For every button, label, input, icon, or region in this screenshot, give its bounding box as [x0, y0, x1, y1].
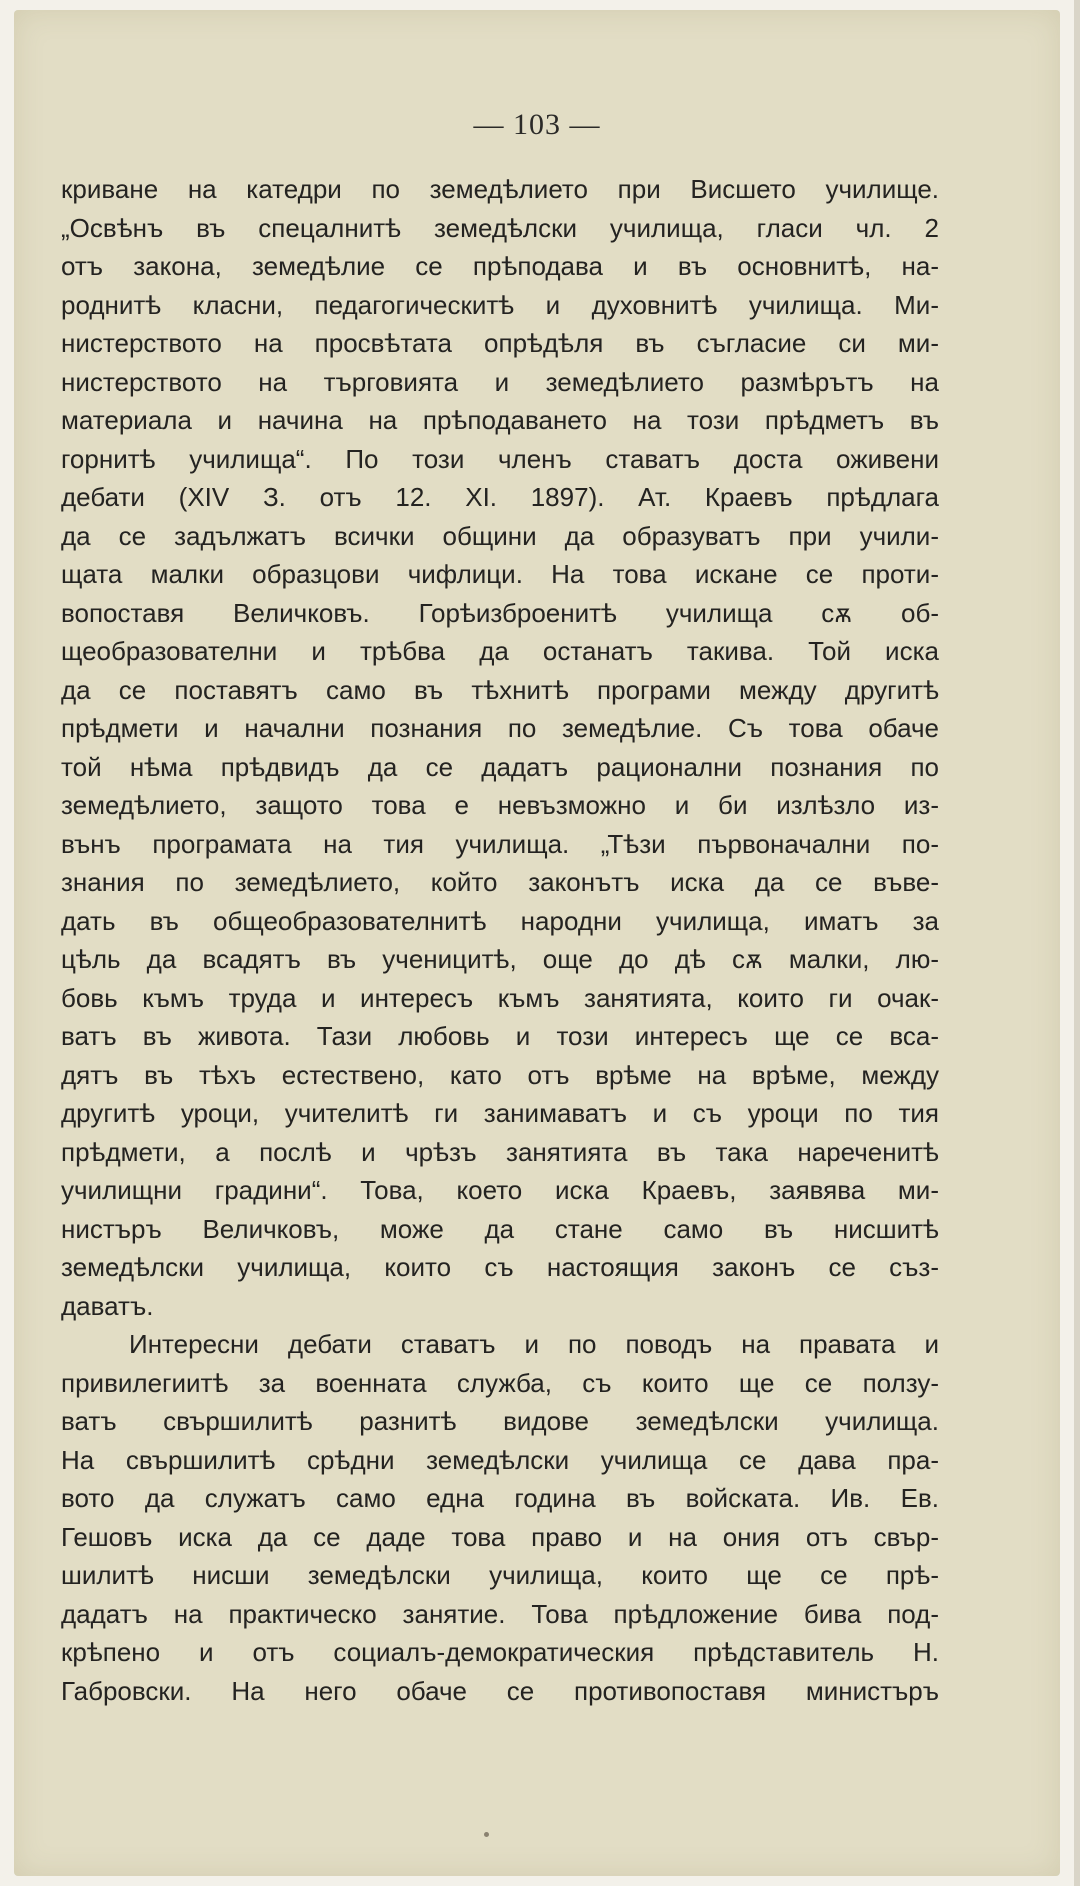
scan-edge [1074, 0, 1080, 1886]
text-line: ватъ свършилитѣ разнитѣ видове земедѣлски училища. [61, 1406, 939, 1436]
text-line: Интересни дебати ставатъ и по поводъ на правата и [129, 1329, 939, 1359]
text-line: Гешовъ иска да се даде това право и на ония отъ свър- [61, 1521, 939, 1552]
text-line: вънъ програмата на тия училища. „Тѣзи първоначални по- [61, 828, 939, 859]
text-line: да се поставятъ само въ тѣхнитѣ програми между другитѣ [61, 674, 939, 705]
text-line: дадатъ на практическо занятие. Това прѣдложение бива под- [61, 1598, 939, 1629]
text-line: даватъ. [61, 1290, 154, 1321]
text-line: той нѣма прѣдвидъ да се дадатъ рационални познания по [61, 751, 939, 782]
text-line: дебати (XIV З. отъ 12. XI. 1897). Ат. Краевъ прѣдлага [61, 482, 939, 512]
text-line: шилитѣ нисши земедѣлски училища, които ще се прѣ- [61, 1560, 939, 1590]
paragraph-2 [61, 1325, 939, 1710]
text-line: дятъ въ тѣхъ естествено, като отъ врѣме на врѣме, между [61, 1059, 939, 1090]
paragraph-1 [61, 170, 939, 1325]
ink-speck [484, 1832, 489, 1837]
text-line: горнитѣ училища“. По този членъ ставатъ доста оживени [61, 443, 939, 474]
text-line: отъ закона, земедѣлие се прѣподава и въ основнитѣ, на- [61, 251, 939, 281]
text-line: училищни градини“. Това, което иска Краевъ, заявява ми- [61, 1175, 939, 1205]
text-line: щеобразователни и трѣбва да останатъ такива. Той иска [61, 636, 939, 666]
text-line: вото да служатъ само една година въ войската. Ив. Ев. [61, 1483, 939, 1513]
text-line: щата малки образцови чифлици. На това искане се проти- [61, 559, 939, 589]
text-line: прѣдмети, а послѣ и чрѣзъ занятията въ така нареченитѣ [61, 1136, 939, 1167]
text-line: вопоставя Величковъ. Горѣизброенитѣ училища сѫ об- [61, 597, 939, 628]
text-line: цѣль да всадятъ въ ученицитѣ, още до дѣ сѫ малки, лю- [61, 944, 939, 974]
text-line: другитѣ уроци, учителитѣ ги занимаватъ и съ уроци по тия [61, 1098, 939, 1128]
page-number: — 103 — [473, 108, 601, 141]
text-line: знания по земедѣлието, който законътъ иска да се въве- [61, 867, 939, 897]
text-line: бовь къмъ труда и интересъ къмъ занятията, които ги очак- [61, 982, 939, 1013]
text-line: крѣпено и отъ социалъ-демократическия прѣдставитель Н. [61, 1637, 939, 1667]
text-line: земедѣлието, защото това е невъзможно и би излѣзло из- [61, 790, 939, 820]
text-line: На свършилитѣ срѣдни земедѣлски училища се дава пра- [61, 1444, 939, 1475]
text-line: дать въ общеобразователнитѣ народни училища, иматъ за [61, 905, 939, 936]
text-line: роднитѣ класни, педагогическитѣ и духовнитѣ училища. Ми- [61, 289, 939, 320]
page-body-text [61, 170, 939, 1710]
text-line: нистерството на просвѣтата опрѣдѣля въ съгласие си ми- [61, 328, 939, 358]
text-line: прѣдмети и начални познания по земедѣлие. Съ това обаче [61, 713, 939, 743]
text-line: привилегиитѣ за военната служба, съ които ще се ползу- [61, 1367, 939, 1398]
text-line: „Освѣнъ въ спецалнитѣ земедѣлски училища, гласи чл. 2 [61, 212, 939, 243]
text-line: земедѣлски училища, които съ настоящия законъ се съз- [61, 1252, 939, 1282]
text-line: нистерството на търговията и земедѣлието размѣрътъ на [61, 366, 939, 397]
text-line: Габровски. На него обаче се противопоставя министъръ [61, 1675, 939, 1706]
text-line: нистъръ Величковъ, може да стане само въ нисшитѣ [61, 1213, 939, 1244]
text-line: материала и начина на прѣподаването на този прѣдметъ въ [61, 405, 939, 435]
text-line: криване на катедри по земедѣлието при Висшето училище. [61, 174, 939, 204]
text-line: ватъ въ живота. Тази любовь и този интересъ ще се вса- [61, 1021, 939, 1051]
text-line: да се задължатъ всички общини да образуватъ при учили- [61, 520, 939, 551]
